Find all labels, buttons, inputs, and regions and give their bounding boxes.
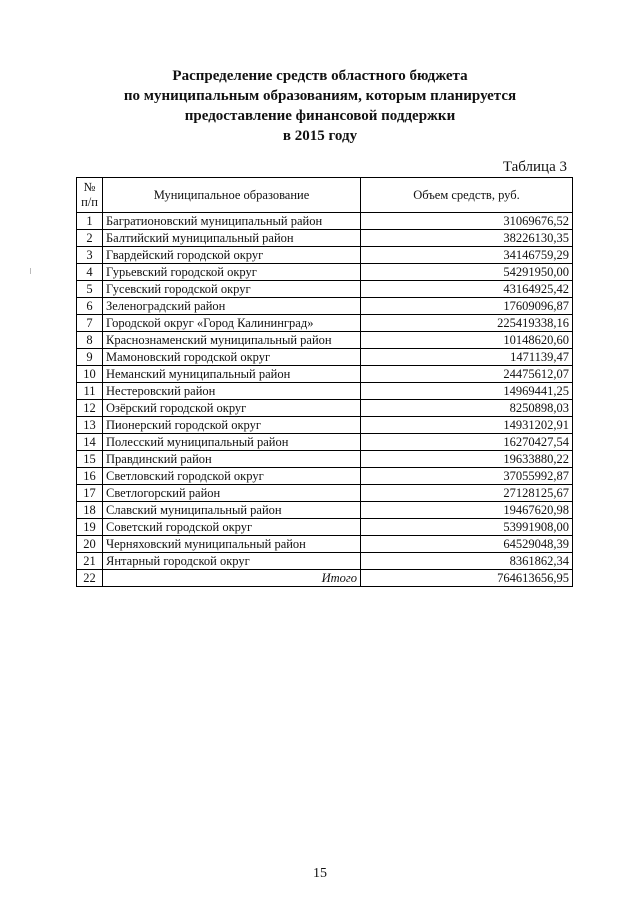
- row-municipality: Краснознаменский муниципальный район: [103, 332, 361, 349]
- table-row: [77, 400, 573, 417]
- row-amount: 31069676,52: [361, 213, 573, 230]
- row-municipality: Гурьевский городской округ: [103, 264, 361, 281]
- row-amount: 225419338,16: [361, 315, 573, 332]
- row-number: 11: [77, 383, 103, 400]
- row-municipality: Советский городской округ: [103, 519, 361, 536]
- row-amount: 8361862,34: [361, 553, 573, 570]
- table-row: [77, 247, 573, 264]
- table-row: [77, 264, 573, 281]
- table-row: [77, 468, 573, 485]
- row-municipality: Балтийский муниципальный район: [103, 230, 361, 247]
- row-amount: 14969441,25: [361, 383, 573, 400]
- row-amount: 19467620,98: [361, 502, 573, 519]
- row-municipality: Зеленоградский район: [103, 298, 361, 315]
- document-title: [0, 66, 640, 146]
- row-municipality: Гусевский городской округ: [103, 281, 361, 298]
- title-line: по муниципальным образованиям, которым планируется: [123, 88, 517, 104]
- header-municipality: Муниципальное образование: [103, 178, 361, 213]
- table-row: [77, 366, 573, 383]
- row-amount: 8250898,03: [361, 400, 573, 417]
- row-amount: 43164925,42: [361, 281, 573, 298]
- row-amount: 14931202,91: [361, 417, 573, 434]
- row-number: 16: [77, 468, 103, 485]
- table-row: [77, 451, 573, 468]
- title-line: Распределение средств областного бюджета: [172, 68, 468, 84]
- row-municipality: Славский муниципальный район: [103, 502, 361, 519]
- table-row: [77, 349, 573, 366]
- table-row: [77, 281, 573, 298]
- row-number: 1: [77, 213, 103, 230]
- total-number: 22: [77, 570, 103, 587]
- row-number: 5: [77, 281, 103, 298]
- table-row: [77, 536, 573, 553]
- table-row: [77, 434, 573, 451]
- budget-table: [76, 177, 573, 587]
- table-row: [77, 298, 573, 315]
- row-amount: 10148620,60: [361, 332, 573, 349]
- row-municipality: Неманский муниципальный район: [103, 366, 361, 383]
- table-row: [77, 553, 573, 570]
- row-amount: 37055992,87: [361, 468, 573, 485]
- table-row: [77, 315, 573, 332]
- row-amount: 34146759,29: [361, 247, 573, 264]
- row-number: 3: [77, 247, 103, 264]
- row-number: 15: [77, 451, 103, 468]
- row-amount: 17609096,87: [361, 298, 573, 315]
- row-amount: 19633880,22: [361, 451, 573, 468]
- row-municipality: Черняховский муниципальный район: [103, 536, 361, 553]
- row-number: 4: [77, 264, 103, 281]
- table-caption: Таблица 3: [502, 159, 567, 175]
- row-number: 12: [77, 400, 103, 417]
- total-amount: 764613656,95: [361, 570, 573, 587]
- total-row: [77, 570, 573, 587]
- scan-mark: [30, 268, 31, 274]
- row-number: 9: [77, 349, 103, 366]
- title-line: в 2015 году: [282, 128, 358, 144]
- table-row: [77, 417, 573, 434]
- row-municipality: Нестеровский район: [103, 383, 361, 400]
- row-number: 18: [77, 502, 103, 519]
- row-number: 13: [77, 417, 103, 434]
- row-amount: 24475612,07: [361, 366, 573, 383]
- row-municipality: Янтарный городской округ: [103, 553, 361, 570]
- table-row: [77, 332, 573, 349]
- total-label: Итого: [103, 570, 361, 587]
- table-body: [77, 213, 573, 570]
- row-number: 6: [77, 298, 103, 315]
- row-municipality: Мамоновский городской округ: [103, 349, 361, 366]
- row-municipality: Багратионовский муниципальный район: [103, 213, 361, 230]
- row-number: 17: [77, 485, 103, 502]
- row-number: 2: [77, 230, 103, 247]
- row-amount: 16270427,54: [361, 434, 573, 451]
- page-number: 15: [313, 866, 327, 881]
- table-row: [77, 519, 573, 536]
- row-amount: 1471139,47: [361, 349, 573, 366]
- row-number: 14: [77, 434, 103, 451]
- row-amount: 64529048,39: [361, 536, 573, 553]
- row-amount: 54291950,00: [361, 264, 573, 281]
- header-amount: Объем средств, руб.: [361, 178, 573, 213]
- table-row: [77, 213, 573, 230]
- row-number: 8: [77, 332, 103, 349]
- row-number: 7: [77, 315, 103, 332]
- row-amount: 53991908,00: [361, 519, 573, 536]
- row-number: 20: [77, 536, 103, 553]
- row-municipality: Правдинский район: [103, 451, 361, 468]
- header-number-line2: п/п: [81, 195, 98, 209]
- header-number-line1: №: [83, 180, 96, 194]
- table-row: [77, 502, 573, 519]
- row-municipality: Светловский городской округ: [103, 468, 361, 485]
- row-amount: 38226130,35: [361, 230, 573, 247]
- title-line: предоставление финансовой поддержки: [184, 108, 456, 124]
- table-row: [77, 230, 573, 247]
- row-municipality: Гвардейский городской округ: [103, 247, 361, 264]
- row-number: 10: [77, 366, 103, 383]
- table-header-row: [77, 178, 573, 213]
- row-number: 19: [77, 519, 103, 536]
- row-municipality: Полесский муниципальный район: [103, 434, 361, 451]
- table-row: [77, 383, 573, 400]
- row-municipality: Городской округ «Город Калининград»: [103, 315, 361, 332]
- table-row: [77, 485, 573, 502]
- header-number: [77, 178, 103, 213]
- row-municipality: Озёрский городской округ: [103, 400, 361, 417]
- row-amount: 27128125,67: [361, 485, 573, 502]
- row-municipality: Светлогорский район: [103, 485, 361, 502]
- row-number: 21: [77, 553, 103, 570]
- row-municipality: Пионерский городской округ: [103, 417, 361, 434]
